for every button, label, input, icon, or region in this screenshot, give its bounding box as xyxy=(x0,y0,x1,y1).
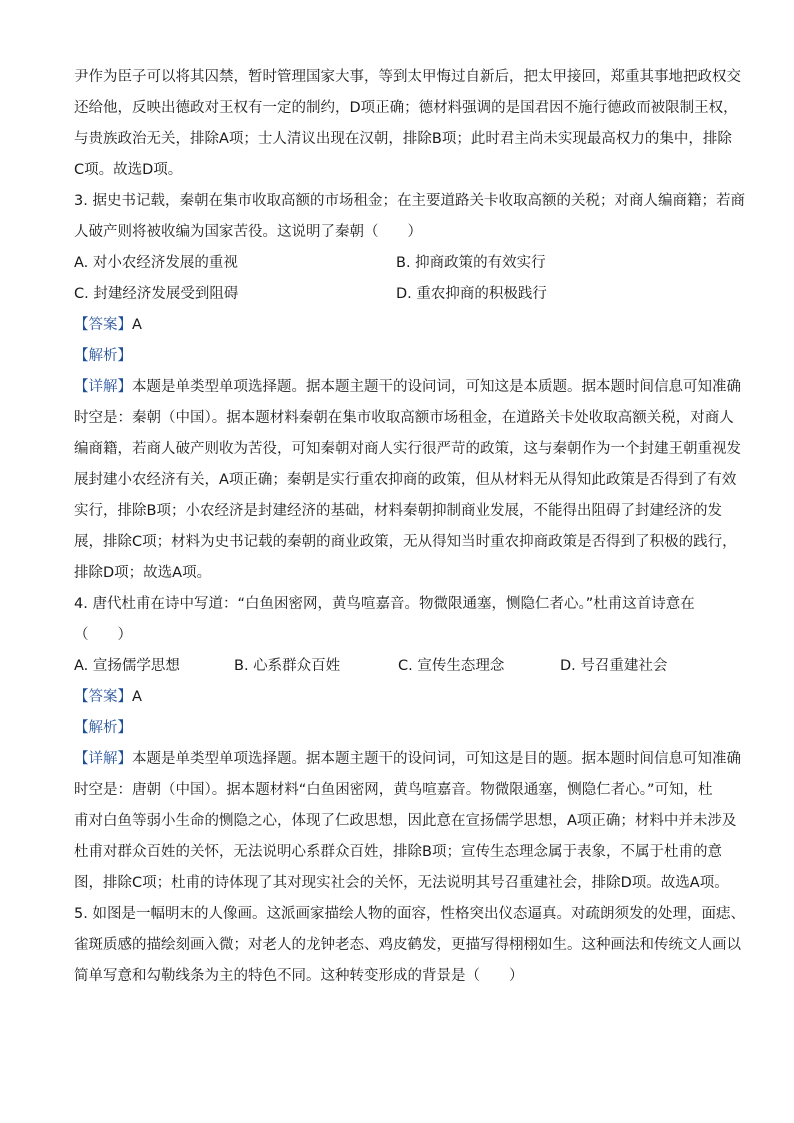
option-row xyxy=(74,279,730,310)
detail-line: 实行，排除B项；小农经济是封建经济的基础，材料秦朝抑制商业发展，不能得出阻碍了封建经济的发 xyxy=(74,503,722,519)
document-page xyxy=(74,62,745,992)
question-stem-line: 3. 据史书记载，秦朝在集市收取高额的市场租金；在主要道路关卡收取高额的关税；对商人编商籍；若商 xyxy=(74,193,745,209)
option-row xyxy=(74,248,730,279)
answer-value: A xyxy=(132,317,142,333)
question-stem-line: 雀斑质感的描绘刻画入微；对老人的龙钟老态、鸡皮鹤发，更描写得栩栩如生。这种画法和传统文人画以 xyxy=(74,937,741,953)
previous-explanation xyxy=(74,62,741,186)
text-line: 尹作为臣子可以将其囚禁，暂时管理国家大事，等到太甲悔过自新后，把太甲接回，郑重其事地把政权交 xyxy=(74,69,741,85)
detail-line: 展封建小农经济有关，A项正确；秦朝是实行重农抑商的政策，但从材料无从得知此政策是否得到了有效 xyxy=(74,472,737,488)
option-a: A. 宣扬儒学思想 xyxy=(74,658,180,674)
question-stem-line: 简单写意和勾勒线条为主的特色不同。这种转变形成的背景是（ ） xyxy=(74,968,524,984)
question-5 xyxy=(74,899,745,992)
detail-line: 时空是：唐朝（中国）。据本题材料“白鱼困密网，黄鸟喧嘉音。物微限通塞，恻隐仁者心。”可知，杜 xyxy=(74,782,713,798)
detail-line: 展，排除C项；材料为史书记载的秦朝的商业政策，无从得知当时重农抑商政策是否得到了积极的践行， xyxy=(74,534,737,550)
option-d: D. 号召重建社会 xyxy=(560,658,668,674)
detail-line: 排除D项；故选A项。 xyxy=(74,565,212,581)
detail-line: 编商籍，若商人破产则收为苦役，可知秦朝对商人实行很严苛的政策，这与秦朝作为一个封建王朝重视发 xyxy=(74,441,741,457)
question-3 xyxy=(74,186,745,589)
detail-label: 【详解】 xyxy=(74,751,132,767)
detail-text: 本题是单类型单项选择题。据本题主题干的设问词，可知这是目的题。据本题时间信息可知准确 xyxy=(132,751,741,767)
answer-label: 【答案】 xyxy=(74,689,132,705)
question-stem-line: 5. 如图是一幅明末的人像画。这派画家描绘人物的面容，性格突出仪态逼真。对疏朗须发的处理，面痣、 xyxy=(74,906,745,922)
text-line: C项。故选D项。 xyxy=(74,162,183,178)
detail-line: 图，排除C项；杜甫的诗体现了其对现实社会的关怀，无法说明其号召重建社会，排除D项。故选A项。 xyxy=(74,875,729,891)
text-line: 与贵族政治无关，排除A项；士人清议出现在汉朝，排除B项；此时君主尚未实现最高权力的集中，排除 xyxy=(74,131,732,147)
question-stem-line: 4. 唐代杜甫在诗中写道：“白鱼困密网，黄鸟喧嘉音。物微限通塞，恻隐仁者心。”杜甫这首诗意在 xyxy=(74,596,695,612)
option-d: D. 重农抑商的积极践行 xyxy=(396,286,547,302)
answer-label: 【答案】 xyxy=(74,317,132,333)
detail-line: 甫对白鱼等弱小生命的恻隐之心，体现了仁政思想，因此意在宣扬儒学思想，A项正确；材料中并未涉及 xyxy=(74,813,737,829)
detail-line xyxy=(74,372,741,403)
analysis-heading xyxy=(74,341,730,372)
text-line: 还给他，反映出德政对王权有一定的制约，D项正确；德材料强调的是国君因不施行德政而被限制王权， xyxy=(74,100,738,116)
answer-value: A xyxy=(132,689,142,705)
option-b: B. 抑商政策的有效实行 xyxy=(396,255,546,271)
question-stem-line: （ ） xyxy=(74,627,132,643)
analysis-label: 【解析】 xyxy=(74,720,132,736)
option-c: C. 封建经济发展受到阻碍 xyxy=(74,286,239,302)
option-row xyxy=(74,651,730,682)
answer-line xyxy=(74,310,730,341)
detail-label: 【详解】 xyxy=(74,379,132,395)
question-stem-line: 人破产则将被收编为国家苦役。这说明了秦朝（ ） xyxy=(74,224,422,240)
analysis-label: 【解析】 xyxy=(74,348,132,364)
option-b: B. 心系群众百姓 xyxy=(234,658,341,674)
detail-text: 本题是单类型单项选择题。据本题主题干的设问词，可知这是本质题。据本题时间信息可知准确 xyxy=(132,379,741,395)
question-4 xyxy=(74,589,741,899)
option-a: A. 对小农经济发展的重视 xyxy=(74,255,238,271)
detail-line xyxy=(74,744,741,775)
answer-line xyxy=(74,682,730,713)
detail-line: 杜甫对群众百姓的关怀，无法说明心系群众百姓，排除B项；宣传生态理念属于表象，不属于杜甫的意 xyxy=(74,844,722,860)
analysis-heading xyxy=(74,713,730,744)
detail-line: 时空是：秦朝（中国）。据本题材料秦朝在集市收取高额市场租金，在道路关卡处收取高额关税，对商人 xyxy=(74,410,734,426)
option-c: C. 宣传生态理念 xyxy=(398,658,505,674)
